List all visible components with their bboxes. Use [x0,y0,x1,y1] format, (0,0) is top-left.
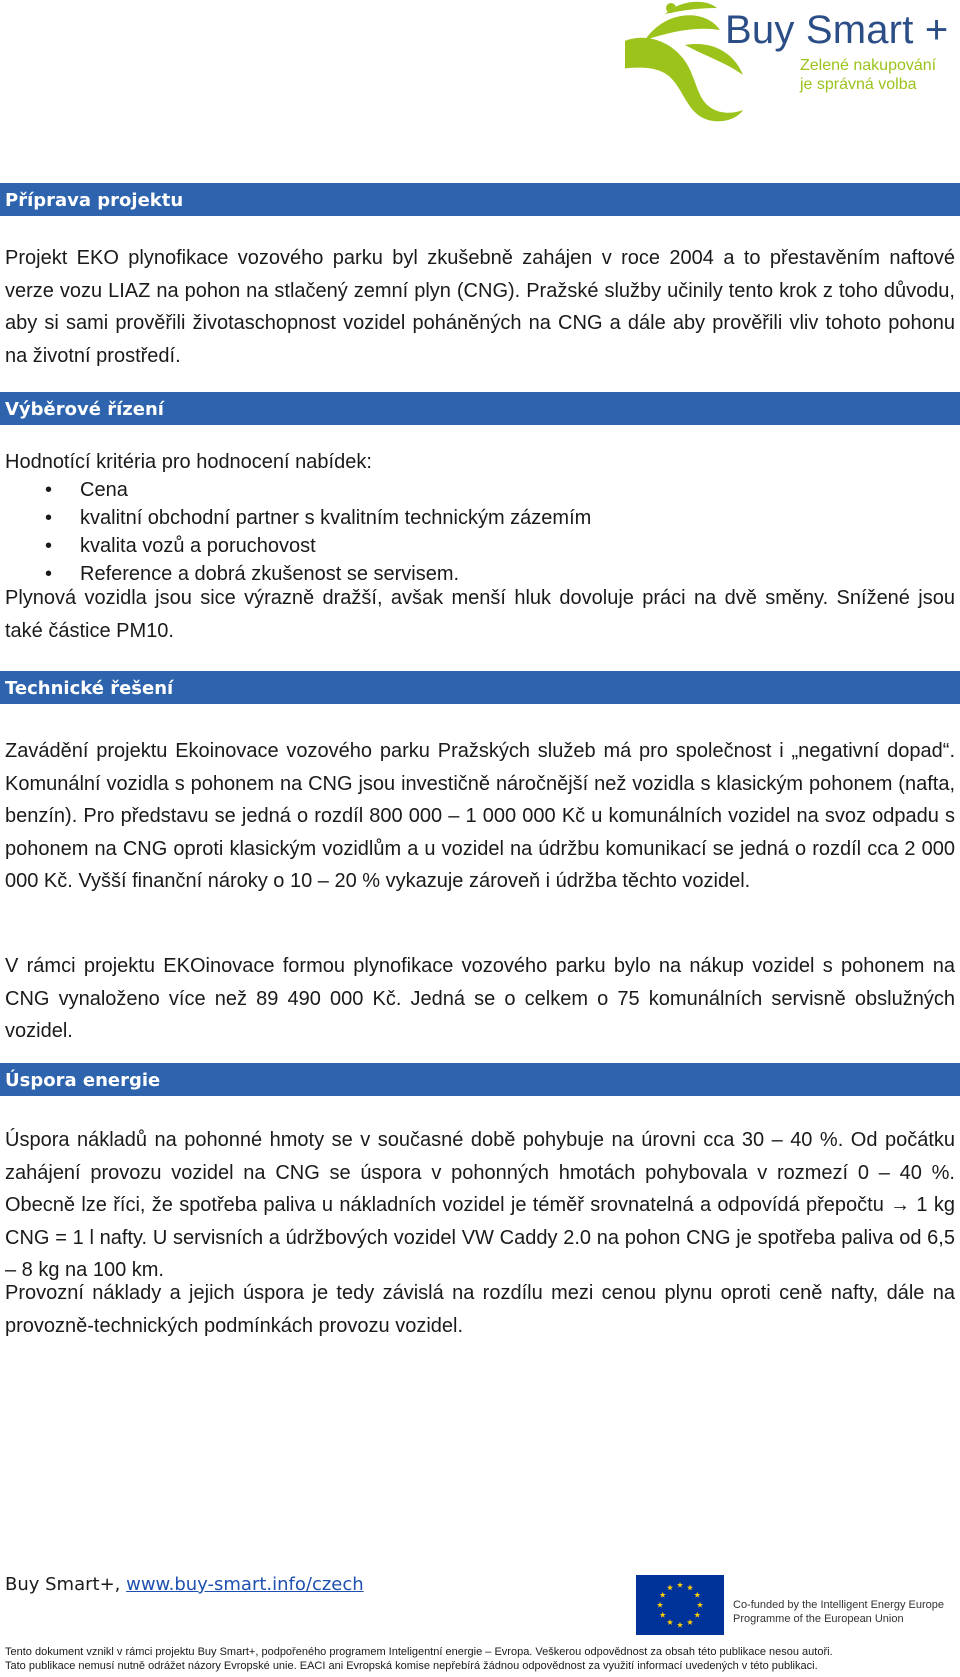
bullet-icon: • [45,563,53,585]
section-paragraph: Plynová vozidla jsou sice výrazně dražší, avšak menší hluk dovoluje práci na dvě směny. Snížené jsou také částice PM10. [5,587,955,642]
criteria-list [5,476,955,588]
section-paragraph: Projekt EKO plynofikace vozového parku byl zkušebně zahájen v roce 2004 a to přestavěním naftové verze vozu LIAZ na pohon na stlačený zemní plyn (CNG). Pražské služby učinily tento krok z toho důvodu, aby si sami prověřili životaschopnost vozidel poháněných na CNG a dále aby prověřili vliv tohoto pohonu na životní prostředí. [5,247,955,367]
section-heading-technicke-reseni: Technické řešení [0,671,960,704]
section-paragraph: Úspora nákladů na pohonné hmoty se v současné době pohybuje na úrovni cca 30 – 40 %. Od počátku zahájení provozu vozidel na CNG se úspora v pohonných hmotách pohybovala v rozmezí 0 – 40 %. Obecně lze říci, že spotřeba paliva u nákladních vozidel je téměř srovnatelná a odpovídá přepočtu → 1 kg CNG = 1 l nafty. U servisních a údržbových vozidel VW Caddy 2.0 na pohon CNG je spotřeba paliva od 6,5 – 8 kg na 100 km. [5,1129,955,1281]
section-paragraph: V rámci projektu EKOinovace formou plynofikace vozového parku bylo na nákup vozidel s pohonem na CNG vynaloženo více než 89 490 000 Kč. Jedná se o celkem o 75 komunálních servisně obslužných vozidel. [5,955,955,1042]
bullet-icon: • [45,507,53,529]
section-heading-uspora-energie: Úspora energie [0,1063,960,1096]
bullet-icon: • [45,479,53,501]
eu-cofunding-line: Co-funded by the Intelligent Energy Europe [733,1599,944,1611]
eu-cofunding-text [733,1598,944,1626]
bullet-icon: • [45,535,53,557]
list-item [5,476,955,504]
list-item-text: Cena [80,479,128,501]
disclaimer-line: Tato publikace nemusí nutně odrážet názory Evropské unie. EACI ani Evropská komise nepřebírá žádnou odpovědnost za využití informací uvedených v této publikaci. [5,1660,818,1672]
list-item-text: kvalitní obchodní partner s kvalitním technickým zázemím [80,507,592,529]
logo-title: Buy Smart + [725,8,949,52]
footer-label: Buy Smart+, [5,1574,127,1595]
criteria-intro: Hodnotící kritéria pro hodnocení nabídek: [5,451,372,473]
disclaimer-footnote [5,1645,957,1673]
eu-flag-icon [636,1575,724,1635]
eu-cofunding-line: Programme of the European Union [733,1613,904,1625]
section-heading-vyberove-rizeni: Výběrové řízení [0,392,960,425]
logo-subtitle [800,56,936,94]
list-item [5,532,955,560]
footer-website-link[interactable]: www.buy-smart.info/czech [126,1574,364,1595]
list-item [5,504,955,532]
section-paragraph: Zavádění projektu Ekoinovace vozového parku Pražských služeb má pro společnost i „negativní dopad“. Komunální vozidla s pohonem na CNG jsou investičně náročnější než vozidla s klasickým pohonem (nafta, benzín). Pro představu se jedná o rozdíl 800 000 – 1 000 000 Kč u komunálních vozidel na svoz odpadu s pohonem na CNG oproti klasickým vozidlům a u vozidel na údržbu komunikací se jedná o rozdíl cca 2 000 000 Kč. Vyšší finanční nároky o 10 – 20 % vykazuje zároveň i údržba těchto vozidel. [5,740,955,892]
section-paragraph: Provozní náklady a jejich úspora je tedy závislá na rozdílu mezi cenou plynu oproti ceně nafty, dále na provozně-technických podmínkách provozu vozidel. [5,1282,955,1337]
disclaimer-line: Tento dokument vznikl v rámci projektu Buy Smart+, podpořeného programem Inteligentní energie – Evropa. Veškerou odpovědnost za obsah této publikace nesou autoři. [5,1646,833,1658]
criteria-block [5,448,955,588]
list-item-text: kvalita vozů a poruchovost [80,535,316,557]
logo-subtitle-line: Zelené nakupování [800,57,937,74]
section-heading-priprava: Příprava projektu [0,183,960,216]
footer-project-line [5,1574,364,1595]
logo-subtitle-line: je správná volba [800,76,917,93]
list-item-text: Reference a dobrá zkušenost se servisem. [80,563,460,585]
